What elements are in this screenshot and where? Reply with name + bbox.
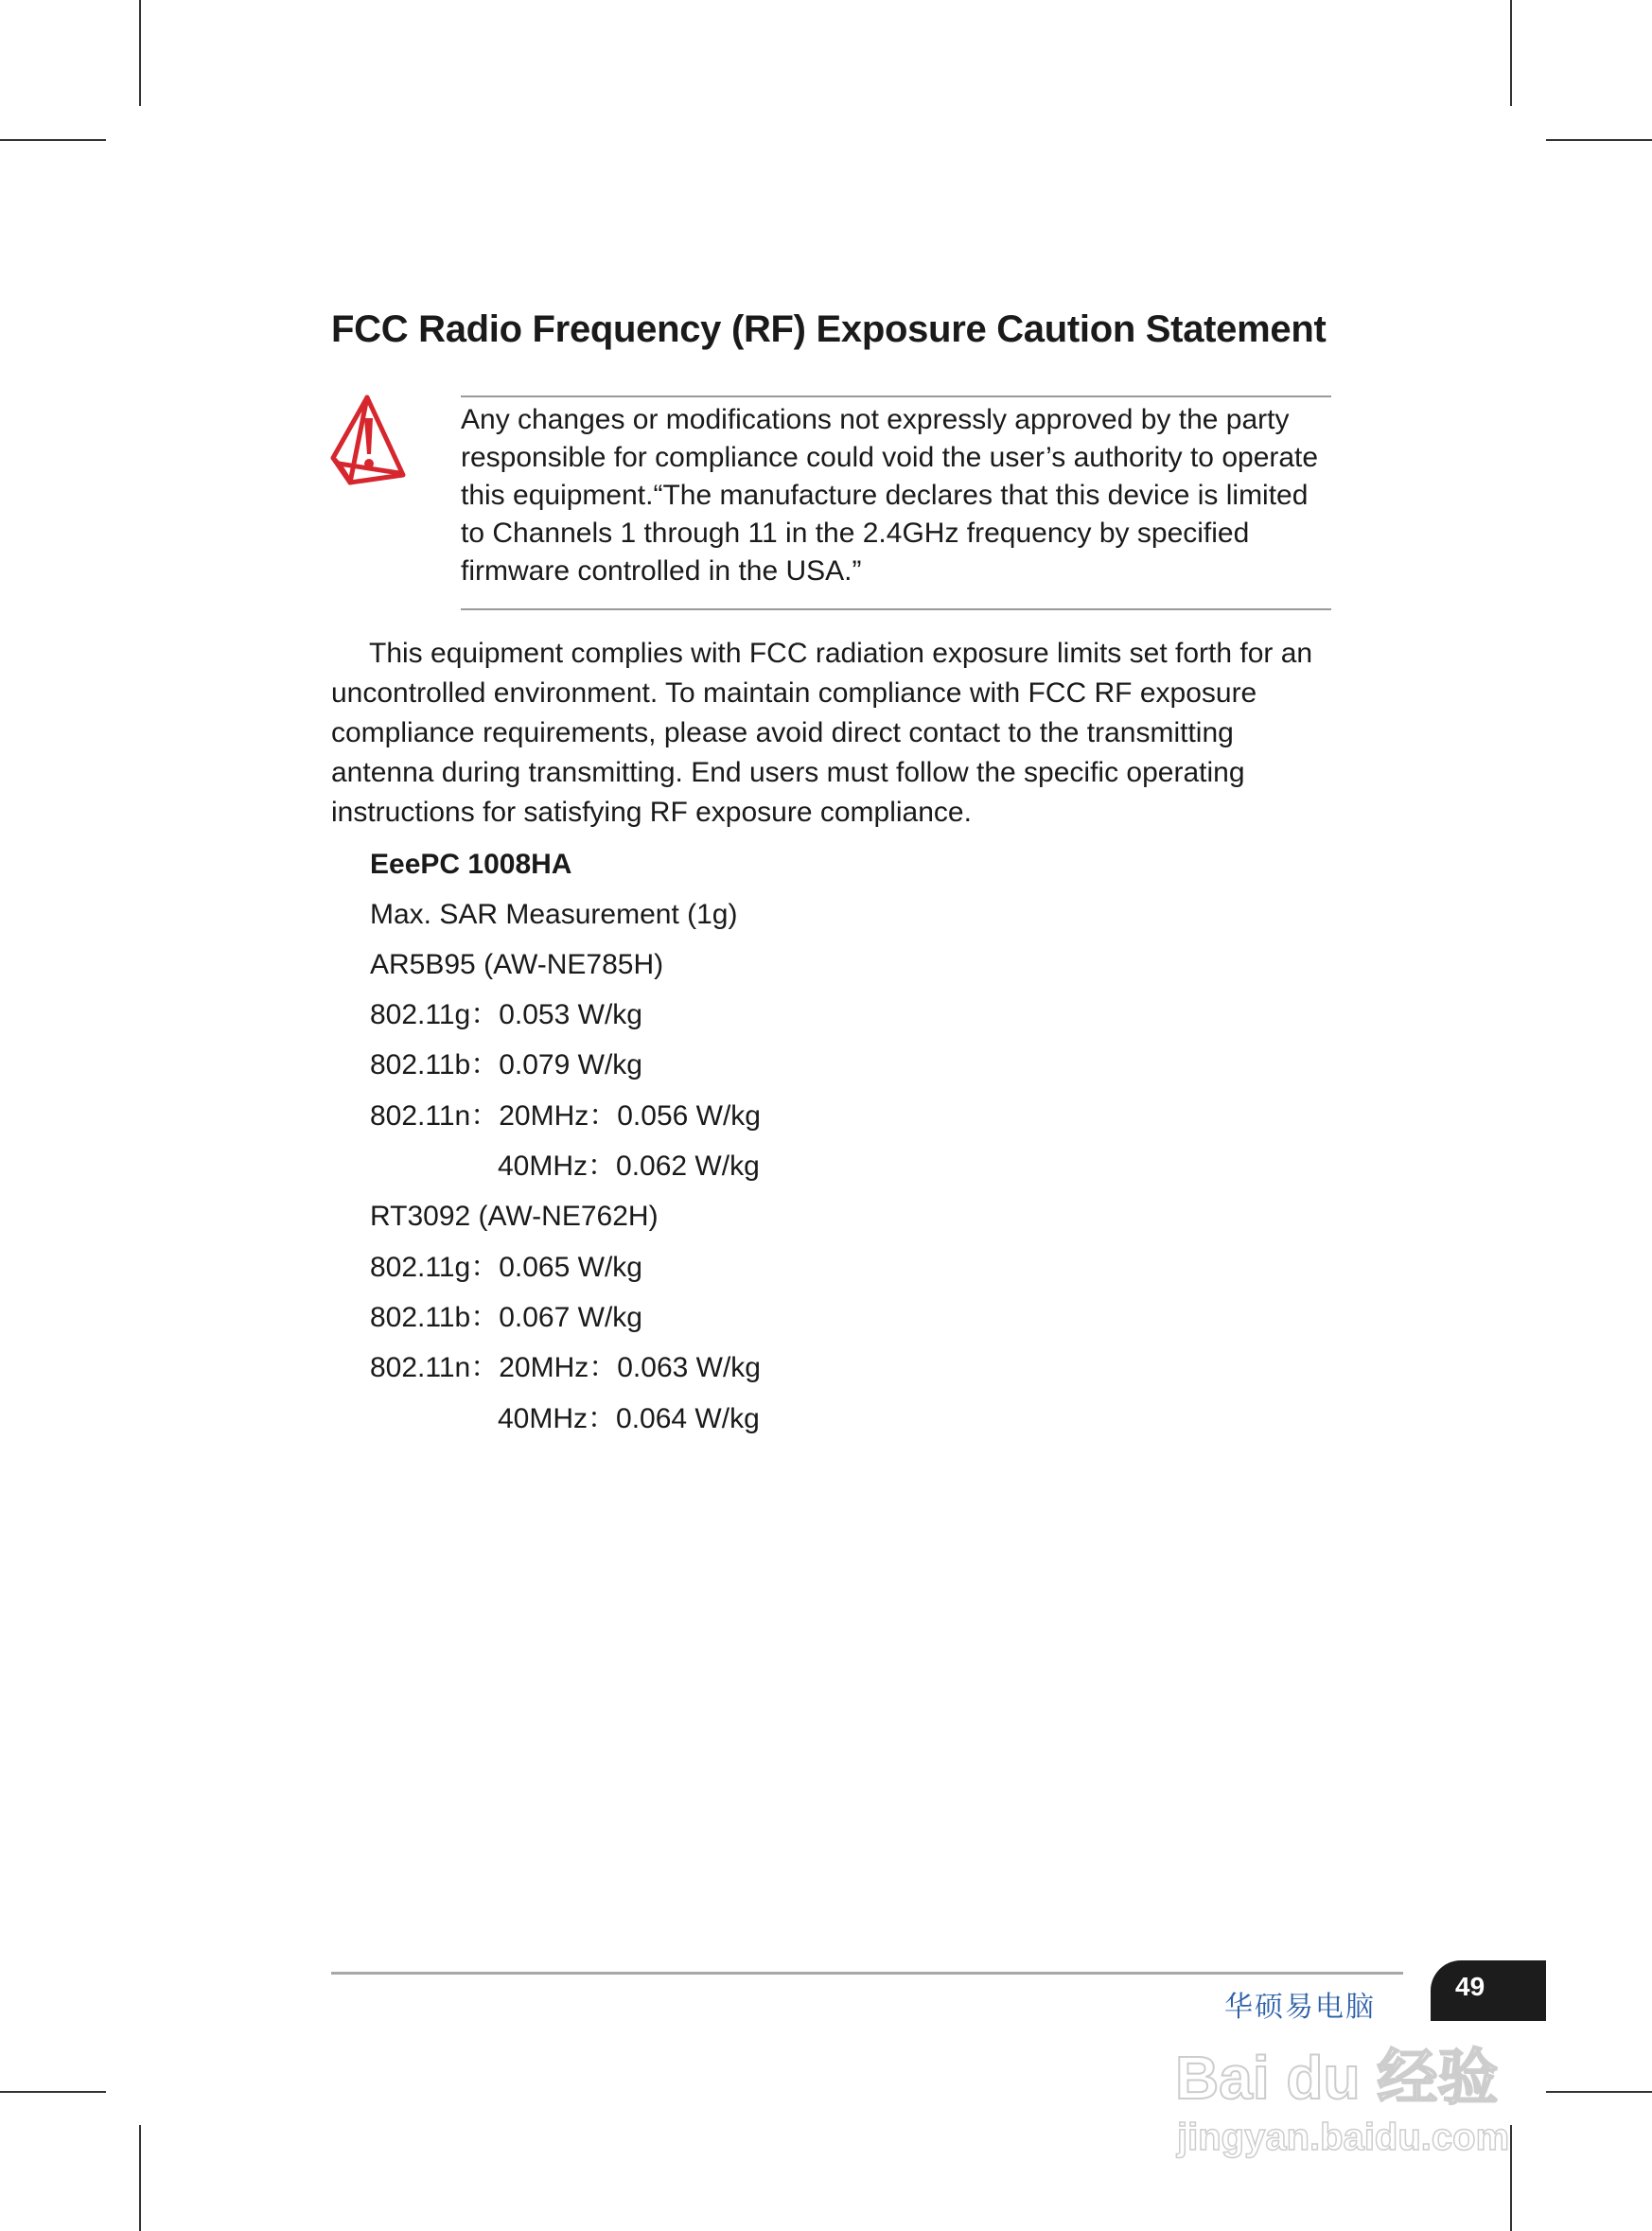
watermark-url: jingyan.baidu.com (1177, 2117, 1510, 2158)
module-name: AR5B95 (AW-NE785H) (370, 949, 664, 980)
model-name: EeePC 1008HA (370, 849, 572, 880)
page-number-badge (1431, 1960, 1546, 2021)
caution-top-rule (461, 395, 1331, 397)
module-name: RT3092 (AW-NE762H) (370, 1201, 659, 1232)
page-title: FCC Radio Frequency (RF) Exposure Caution Statement (331, 308, 1327, 350)
sar-value: 802.11b：0.067 W/kg (370, 1302, 642, 1333)
watermark-main: Bai du 经验 (1175, 2044, 1499, 2112)
page-number: 49 (1455, 1972, 1485, 2001)
crop-mark (139, 0, 141, 106)
crop-mark (1546, 139, 1652, 141)
sar-measurement-label: Max. SAR Measurement (1g) (370, 899, 738, 930)
baidu-jingyan-watermark (1169, 2025, 1567, 2167)
body-paragraph: This equipment complies with FCC radiation exposure limits set forth for an uncontrolled environment. To maintain compliance with FCC RF exposure compliance requirements, please avoid direct contact to the transmitting antenna during transmitting. End users must follow the specific operating instructions for satisfying RF exposure compliance. (331, 638, 1313, 828)
caution-text: Any changes or modifications not expressly approved by the party responsible for compliance could void the user’s authority to operate this equipment.“The manufacture declares that this device is limited to Channels 1 through 11 in the 2.4GHz frequency by specified firmware controlled in the USA.” (461, 404, 1319, 587)
crop-mark (1510, 0, 1512, 106)
sar-value: 802.11n：20MHz：0.063 W/kg (370, 1352, 761, 1383)
warning-triangle-icon (329, 392, 409, 486)
footer-rule (331, 1972, 1403, 1975)
crop-mark (0, 139, 106, 141)
footer-brand: 华硕易电脑 (1224, 1992, 1376, 2023)
sar-value: 802.11b：0.079 W/kg (370, 1049, 642, 1080)
caution-bottom-rule (461, 608, 1331, 610)
sar-value: 40MHz：0.064 W/kg (498, 1403, 760, 1434)
sar-value: 802.11g：0.053 W/kg (370, 999, 642, 1030)
sar-value: 802.11n：20MHz：0.056 W/kg (370, 1100, 761, 1132)
crop-mark (0, 2091, 106, 2093)
sar-value: 802.11g：0.065 W/kg (370, 1252, 642, 1283)
crop-mark (139, 2125, 141, 2231)
sar-value: 40MHz：0.062 W/kg (498, 1151, 760, 1182)
